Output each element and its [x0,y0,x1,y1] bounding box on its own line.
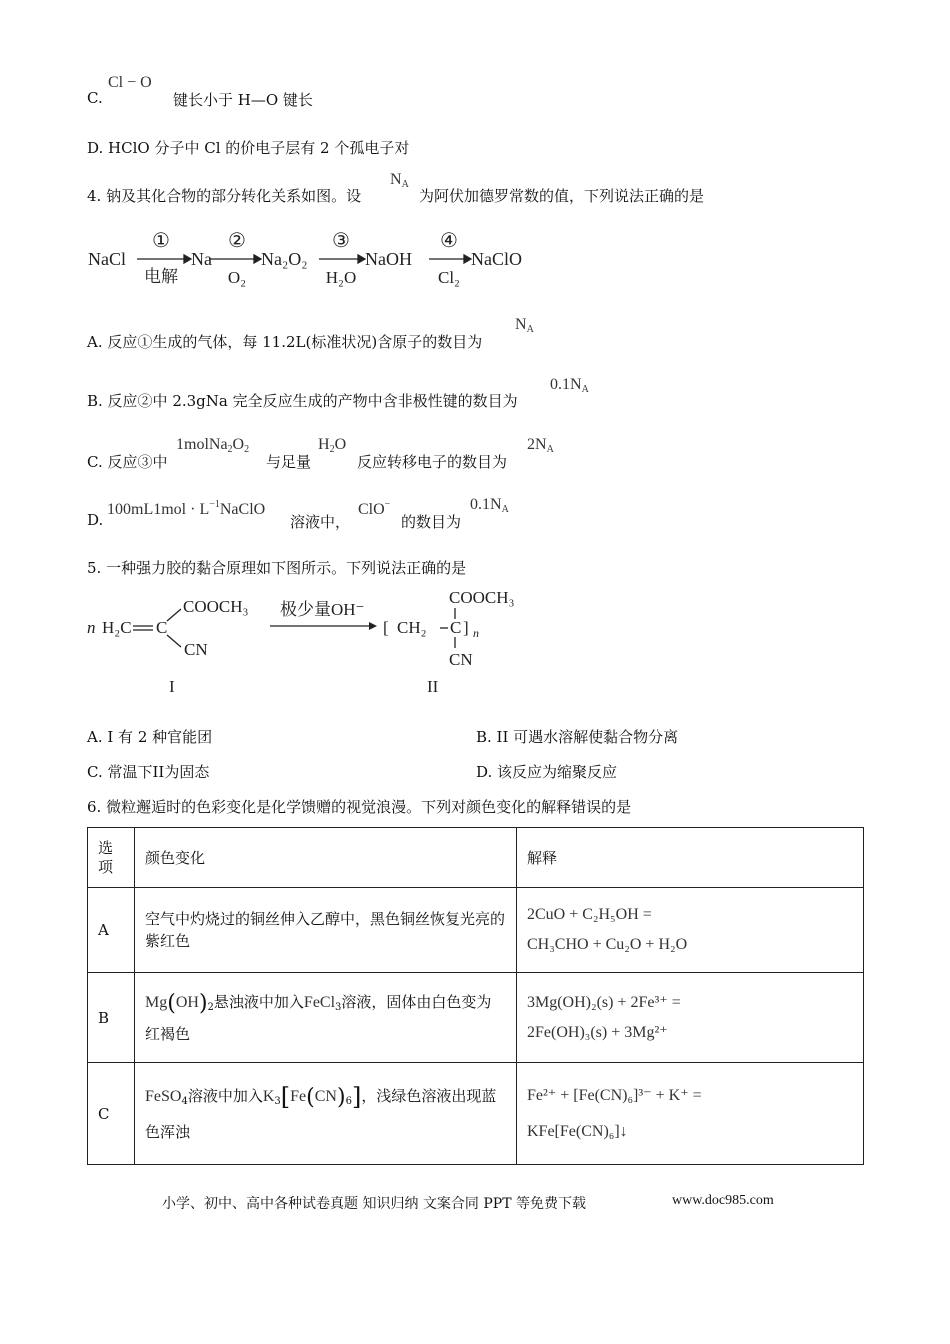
step-3: ③ [332,230,350,252]
row-c-label: C [88,1063,135,1165]
q4-option-c-reagent: $1molNa_2O_2$ [176,436,250,455]
row-c-equation: Fe²⁺ + [Fe(CN)₆]³⁻ + K⁺ = KFe[Fe(CN)₆]↓ [517,1063,864,1165]
polymer-ch2: CH₂ [397,618,427,637]
q5-option-d: D. 该反应为缩聚反应 [476,763,618,781]
q4-stem-na: $N_A$ [390,171,409,190]
label-II: II [427,677,439,696]
q4-option-c: C. 反应③中 [87,453,168,471]
species-na: Na [191,249,212,269]
polymer-n: n [473,626,479,640]
step-4: ④ [440,230,458,252]
q4-option-d-value: $0.1N_A$ [470,496,509,515]
q4-option-c-text3: 反应转移电子的数目为 [357,453,508,471]
q3-option-c-formula: Cl − O [108,74,152,91]
label-I: I [169,677,175,696]
row-b-label: B [88,973,135,1063]
table-row [88,973,864,1063]
table-row [88,888,864,973]
species-naclo: NaClO [471,249,522,269]
monomer-h2c: H₂C [102,618,132,637]
row-b-equation: 3Mg(OH)₂(s) + 2Fe³⁺ = 2Fe(OH)₃(s) + 3Mg²⁺ [517,973,864,1063]
q4-option-c-value: $2N_A$ [527,436,554,455]
row-a-label: A [88,888,135,973]
q4-option-d-ion: ClO− [358,499,391,518]
polymer-carbon: C [450,618,462,637]
q5-reaction-scheme [85,585,535,700]
q4-option-d: D. [87,511,104,529]
arrow-condition: 极少量OH⁻ [280,600,365,619]
species-nacl: NaCl [88,249,126,269]
header-option: 选 项 [88,828,135,888]
table-header-row [88,828,864,888]
row-a-change: 空气中灼烧过的铜丝伸入乙醇中，黑色铜丝恢复光亮的紫红色 [135,888,517,973]
q6-stem: 6. 微粒邂逅时的色彩变化是化学馈赠的视觉浪漫。下列对颜色变化的解释错误的是 [87,798,632,816]
q4-option-a-na: $N_A$ [515,316,534,335]
q5-option-a: A. I 有 2 种官能团 [87,728,213,746]
q5-option-c: C. 常温下II为固态 [87,763,210,781]
row-a-equation: 2CuO + C₂H₅OH = CH₃CHO + Cu₂O + H₂O [517,888,864,973]
table-row [88,1063,864,1165]
monomer-nitrile: CN [184,640,208,659]
q3-option-d: D. HClO 分子中 Cl 的价电子层有 2 个孤电子对 [87,139,410,157]
row-c-change: FeSO$_4$溶液中加入$K_3[Fe(CN)_6]$，浅绿色溶液出现蓝色浑浊 [135,1063,517,1165]
row-b-change: $Mg(OH)_2$悬浊液中加入FeCl$_3$溶液，固体由白色变为红褐色 [135,973,517,1063]
monomer-ester: COOCH₃ [183,597,249,616]
condition-1: 电解 [144,267,178,286]
species-naoh: NaOH [365,249,412,269]
species-na2o2: Na₂O₂ [261,249,308,269]
q3-option-c: C. [87,89,103,107]
q6-table [87,827,864,1165]
q4-option-d-text1: 溶液中， [290,513,351,531]
polymer-nitrile: CN [449,650,473,669]
q4-stem-rest: 为阿伏加德罗常数的值，下列说法正确的是 [419,187,705,205]
polymer-close: ] [463,618,469,637]
q4-option-b: B. 反应②中 2.3gNa 完全反应生成的产物中含非极性键的数目为 [87,392,518,410]
q5-stem: 5. 一种强力胶的黏合原理如下图所示。下列说法正确的是 [87,559,467,577]
q4-option-d-conc: $100mL1mol \cdot L^{-1}NaClO$ [107,499,266,518]
header-explanation: 解释 [517,828,864,888]
q4-stem: 4. 钠及其化合物的部分转化关系如图。设 [87,187,362,205]
q4-option-b-value: $0.1N_A$ [550,376,589,395]
q4-option-a: A. 反应①生成的气体，每 11.2L(标准状况)含原子的数目为 [87,333,483,351]
condition-3: H₂O [325,268,357,287]
step-1: ① [152,230,170,252]
q3-option-c-text: 键长小于 H—O 键长 [173,91,313,109]
q4-reaction-scheme [85,225,545,295]
q4-option-c-text2: 与足量 [266,453,312,471]
footer-text: 小学、初中、高中各种试卷真题 知识归纳 文案合同 PPT 等免费下载 [162,1196,586,1212]
q4-option-c-water: $H_2O$ [318,436,347,455]
condition-4: Cl₂ [438,268,460,287]
monomer-carbon: C [156,618,168,637]
condition-2: O₂ [227,268,247,287]
q5-option-b: B. II 可遇水溶解使黏合物分离 [476,728,679,746]
step-2: ② [228,230,246,252]
footer-url[interactable]: www.doc985.com [672,1193,774,1208]
polymer-ester: COOCH₃ [449,588,515,607]
header-color-change: 颜色变化 [135,828,517,888]
polymer-open: [ [383,618,389,637]
monomer-n: n [87,618,96,637]
q4-option-d-text2: 的数目为 [401,513,462,531]
